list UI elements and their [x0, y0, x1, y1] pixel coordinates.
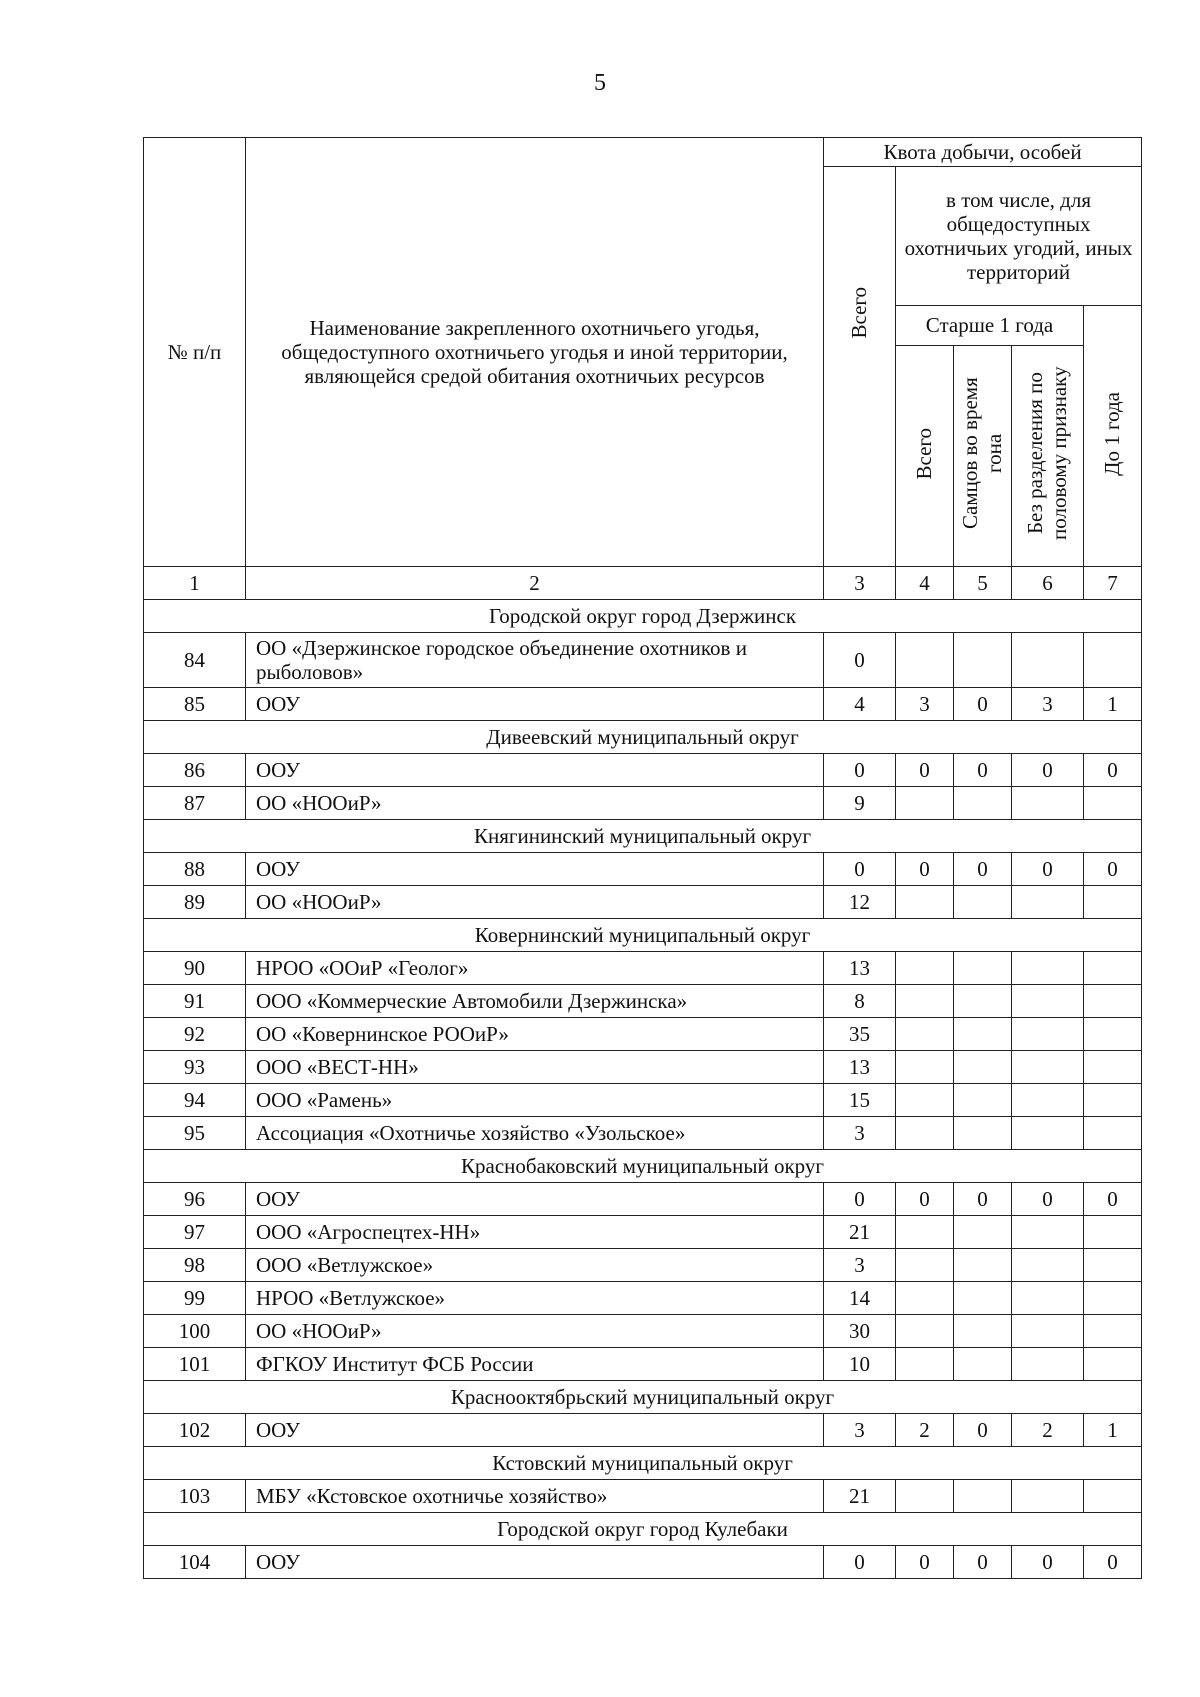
row-number: 100 — [144, 1315, 246, 1348]
row-older-total — [896, 1051, 954, 1084]
row-total: 12 — [824, 886, 896, 919]
table-row — [144, 754, 1142, 787]
row-under-one — [1084, 985, 1142, 1018]
row-total: 8 — [824, 985, 896, 1018]
row-number: 102 — [144, 1414, 246, 1447]
row-no-sex-split — [1012, 1480, 1084, 1513]
row-older-total: 0 — [896, 853, 954, 886]
row-under-one — [1084, 633, 1142, 688]
row-no-sex-split — [1012, 1249, 1084, 1282]
table-row — [144, 1414, 1142, 1447]
row-males-rut: 0 — [954, 688, 1012, 721]
table-row — [144, 633, 1142, 688]
row-name: ОО «Дзержинское городское объединение охотников и рыболовов» — [246, 633, 824, 688]
row-total: 0 — [824, 853, 896, 886]
row-name: ООУ — [246, 853, 824, 886]
row-males-rut — [954, 985, 1012, 1018]
row-males-rut — [954, 1117, 1012, 1150]
district-name: Кстовский муниципальный округ — [144, 1447, 1142, 1480]
row-males-rut: 0 — [954, 1183, 1012, 1216]
row-under-one: 0 — [1084, 754, 1142, 787]
row-no-sex-split — [1012, 1315, 1084, 1348]
row-number: 88 — [144, 853, 246, 886]
row-older-total — [896, 1282, 954, 1315]
row-total: 30 — [824, 1315, 896, 1348]
row-name: НРОО «ООиР «Геолог» — [246, 952, 824, 985]
row-no-sex-split — [1012, 633, 1084, 688]
header-under-one-text: До 1 года — [1100, 391, 1125, 476]
row-older-total — [896, 1216, 954, 1249]
table-row — [144, 1315, 1142, 1348]
row-number: 90 — [144, 952, 246, 985]
row-total: 21 — [824, 1216, 896, 1249]
header-older-total — [896, 346, 954, 567]
row-males-rut — [954, 1084, 1012, 1117]
row-males-rut — [954, 633, 1012, 688]
district-row — [144, 721, 1142, 754]
row-number: 91 — [144, 985, 246, 1018]
table-row — [144, 1546, 1142, 1579]
table-row — [144, 1282, 1142, 1315]
row-number: 95 — [144, 1117, 246, 1150]
row-name: ООО «Рамень» — [246, 1084, 824, 1117]
row-name: ООУ — [246, 1414, 824, 1447]
row-older-total: 0 — [896, 754, 954, 787]
row-males-rut: 0 — [954, 1546, 1012, 1579]
district-row — [144, 1381, 1142, 1414]
row-no-sex-split: 3 — [1012, 688, 1084, 721]
row-under-one — [1084, 1216, 1142, 1249]
row-name: ООО «Агроспецтех-НН» — [246, 1216, 824, 1249]
row-name: ООО «ВЕСТ-НН» — [246, 1051, 824, 1084]
row-number: 101 — [144, 1348, 246, 1381]
row-males-rut — [954, 1249, 1012, 1282]
district-name: Княгининский муниципальный округ — [144, 820, 1142, 853]
row-number: 93 — [144, 1051, 246, 1084]
row-total: 4 — [824, 688, 896, 721]
row-no-sex-split — [1012, 985, 1084, 1018]
table-row — [144, 1216, 1142, 1249]
row-older-total — [896, 1018, 954, 1051]
row-no-sex-split: 0 — [1012, 1546, 1084, 1579]
row-number: 89 — [144, 886, 246, 919]
row-number: 104 — [144, 1546, 246, 1579]
row-name: Ассоциация «Охотничье хозяйство «Узольское» — [246, 1117, 824, 1150]
row-number: 99 — [144, 1282, 246, 1315]
header-no-sex-split-text: Без разделения по половому признаку — [1023, 366, 1072, 541]
row-no-sex-split — [1012, 1051, 1084, 1084]
row-older-total — [896, 633, 954, 688]
row-males-rut — [954, 886, 1012, 919]
table-row — [144, 1084, 1142, 1117]
row-no-sex-split: 2 — [1012, 1414, 1084, 1447]
row-males-rut — [954, 787, 1012, 820]
row-total: 15 — [824, 1084, 896, 1117]
row-number: 85 — [144, 688, 246, 721]
row-total: 13 — [824, 952, 896, 985]
row-males-rut — [954, 952, 1012, 985]
table-row — [144, 1348, 1142, 1381]
row-under-one: 0 — [1084, 1546, 1142, 1579]
row-under-one: 1 — [1084, 1414, 1142, 1447]
row-older-total: 0 — [896, 1183, 954, 1216]
row-name: НРОО «Ветлужское» — [246, 1282, 824, 1315]
row-older-total — [896, 1480, 954, 1513]
table-row — [144, 1183, 1142, 1216]
row-older-total — [896, 1315, 954, 1348]
row-older-total — [896, 886, 954, 919]
table-row — [144, 787, 1142, 820]
row-older-total — [896, 1249, 954, 1282]
row-no-sex-split — [1012, 1117, 1084, 1150]
row-name: ОО «Ковернинское РООиР» — [246, 1018, 824, 1051]
row-number: 92 — [144, 1018, 246, 1051]
row-name: ОО «НООиР» — [246, 886, 824, 919]
column-number: 2 — [246, 567, 824, 600]
row-older-total: 2 — [896, 1414, 954, 1447]
row-older-total: 0 — [896, 1546, 954, 1579]
row-total: 21 — [824, 1480, 896, 1513]
row-total: 0 — [824, 1183, 896, 1216]
header-name: Наименование закрепленного охотничьего угодья, общедоступного охотничьего угодья и иной территории, являющейся средой обитания охотничьих ресурсов — [246, 138, 824, 567]
row-total: 0 — [824, 754, 896, 787]
row-no-sex-split — [1012, 1282, 1084, 1315]
table-row — [144, 985, 1142, 1018]
column-number: 6 — [1012, 567, 1084, 600]
district-name: Городской округ город Кулебаки — [144, 1513, 1142, 1546]
district-name: Ковернинский муниципальный округ — [144, 919, 1142, 952]
row-number: 86 — [144, 754, 246, 787]
district-row — [144, 820, 1142, 853]
table-row — [144, 1051, 1142, 1084]
row-total: 10 — [824, 1348, 896, 1381]
row-no-sex-split — [1012, 1084, 1084, 1117]
row-no-sex-split — [1012, 952, 1084, 985]
column-numbers-row — [144, 567, 1142, 600]
column-number: 1 — [144, 567, 246, 600]
row-number: 98 — [144, 1249, 246, 1282]
header-quota: Квота добычи, особей — [824, 138, 1142, 167]
row-under-one: 0 — [1084, 1183, 1142, 1216]
district-name: Краснооктябрьский муниципальный округ — [144, 1381, 1142, 1414]
row-older-total — [896, 1348, 954, 1381]
row-name: ООУ — [246, 1546, 824, 1579]
row-name: ОО «НООиР» — [246, 787, 824, 820]
row-no-sex-split: 0 — [1012, 754, 1084, 787]
district-row — [144, 1447, 1142, 1480]
row-under-one — [1084, 1051, 1142, 1084]
row-under-one: 1 — [1084, 688, 1142, 721]
row-under-one — [1084, 886, 1142, 919]
row-no-sex-split: 0 — [1012, 853, 1084, 886]
header-males-rut-text: Самцов во время гона — [958, 377, 1007, 530]
row-no-sex-split — [1012, 1018, 1084, 1051]
header-total — [824, 167, 896, 567]
row-under-one — [1084, 1018, 1142, 1051]
quota-table — [143, 137, 1142, 1579]
row-total: 0 — [824, 1546, 896, 1579]
header-including: в том числе, для общедоступных охотничьих угодий, иных территорий — [896, 167, 1142, 306]
row-name: ООУ — [246, 754, 824, 787]
row-under-one — [1084, 1315, 1142, 1348]
table-row — [144, 886, 1142, 919]
district-row — [144, 919, 1142, 952]
district-name: Краснобаковский муниципальный округ — [144, 1150, 1142, 1183]
row-older-total — [896, 1117, 954, 1150]
row-number: 94 — [144, 1084, 246, 1117]
row-males-rut: 0 — [954, 754, 1012, 787]
row-under-one: 0 — [1084, 853, 1142, 886]
row-under-one — [1084, 1282, 1142, 1315]
row-name: ФГКОУ Институт ФСБ России — [246, 1348, 824, 1381]
row-number: 84 — [144, 633, 246, 688]
row-name: ООУ — [246, 688, 824, 721]
table-row — [144, 688, 1142, 721]
row-under-one — [1084, 1117, 1142, 1150]
table-row — [144, 1117, 1142, 1150]
district-row — [144, 1513, 1142, 1546]
row-name: ООУ — [246, 1183, 824, 1216]
district-row — [144, 1150, 1142, 1183]
table-row — [144, 1018, 1142, 1051]
row-number: 87 — [144, 787, 246, 820]
row-older-total — [896, 1084, 954, 1117]
row-no-sex-split — [1012, 1216, 1084, 1249]
district-row — [144, 600, 1142, 633]
district-name: Городской округ город Дзержинск — [144, 600, 1142, 633]
row-under-one — [1084, 1348, 1142, 1381]
table-row — [144, 952, 1142, 985]
row-total: 13 — [824, 1051, 896, 1084]
table-row — [144, 853, 1142, 886]
page-number: 5 — [594, 70, 606, 96]
row-older-total — [896, 952, 954, 985]
row-name: ООО «Ветлужское» — [246, 1249, 824, 1282]
header-no-sex-split — [1012, 346, 1084, 567]
row-males-rut — [954, 1216, 1012, 1249]
row-males-rut — [954, 1348, 1012, 1381]
row-total: 35 — [824, 1018, 896, 1051]
row-under-one — [1084, 787, 1142, 820]
header-total-text: Всего — [847, 287, 872, 339]
column-number: 4 — [896, 567, 954, 600]
header-under-one — [1084, 306, 1142, 567]
row-males-rut — [954, 1480, 1012, 1513]
row-older-total — [896, 985, 954, 1018]
row-number: 103 — [144, 1480, 246, 1513]
table-row — [144, 1249, 1142, 1282]
row-name: ООО «Коммерческие Автомобили Дзержинска» — [246, 985, 824, 1018]
row-number: 97 — [144, 1216, 246, 1249]
row-total: 0 — [824, 633, 896, 688]
row-males-rut — [954, 1282, 1012, 1315]
row-number: 96 — [144, 1183, 246, 1216]
header-males-rut — [954, 346, 1012, 567]
row-no-sex-split: 0 — [1012, 1183, 1084, 1216]
column-number: 5 — [954, 567, 1012, 600]
row-males-rut: 0 — [954, 853, 1012, 886]
row-total: 3 — [824, 1414, 896, 1447]
row-under-one — [1084, 1249, 1142, 1282]
row-under-one — [1084, 1480, 1142, 1513]
header-older: Старше 1 года — [896, 306, 1084, 346]
row-males-rut — [954, 1051, 1012, 1084]
row-older-total — [896, 787, 954, 820]
row-no-sex-split — [1012, 787, 1084, 820]
row-under-one — [1084, 1084, 1142, 1117]
row-name: МБУ «Кстовское охотничье хозяйство» — [246, 1480, 824, 1513]
row-total: 9 — [824, 787, 896, 820]
row-males-rut — [954, 1018, 1012, 1051]
row-males-rut — [954, 1315, 1012, 1348]
header-older-total-text: Всего — [912, 427, 937, 480]
row-total: 3 — [824, 1117, 896, 1150]
row-males-rut: 0 — [954, 1414, 1012, 1447]
column-number: 3 — [824, 567, 896, 600]
column-number: 7 — [1084, 567, 1142, 600]
row-total: 3 — [824, 1249, 896, 1282]
row-total: 14 — [824, 1282, 896, 1315]
row-under-one — [1084, 952, 1142, 985]
row-no-sex-split — [1012, 1348, 1084, 1381]
header-num: № п/п — [144, 138, 246, 567]
row-no-sex-split — [1012, 886, 1084, 919]
district-name: Дивеевский муниципальный округ — [144, 721, 1142, 754]
row-older-total: 3 — [896, 688, 954, 721]
table-row — [144, 1480, 1142, 1513]
row-name: ОО «НООиР» — [246, 1315, 824, 1348]
